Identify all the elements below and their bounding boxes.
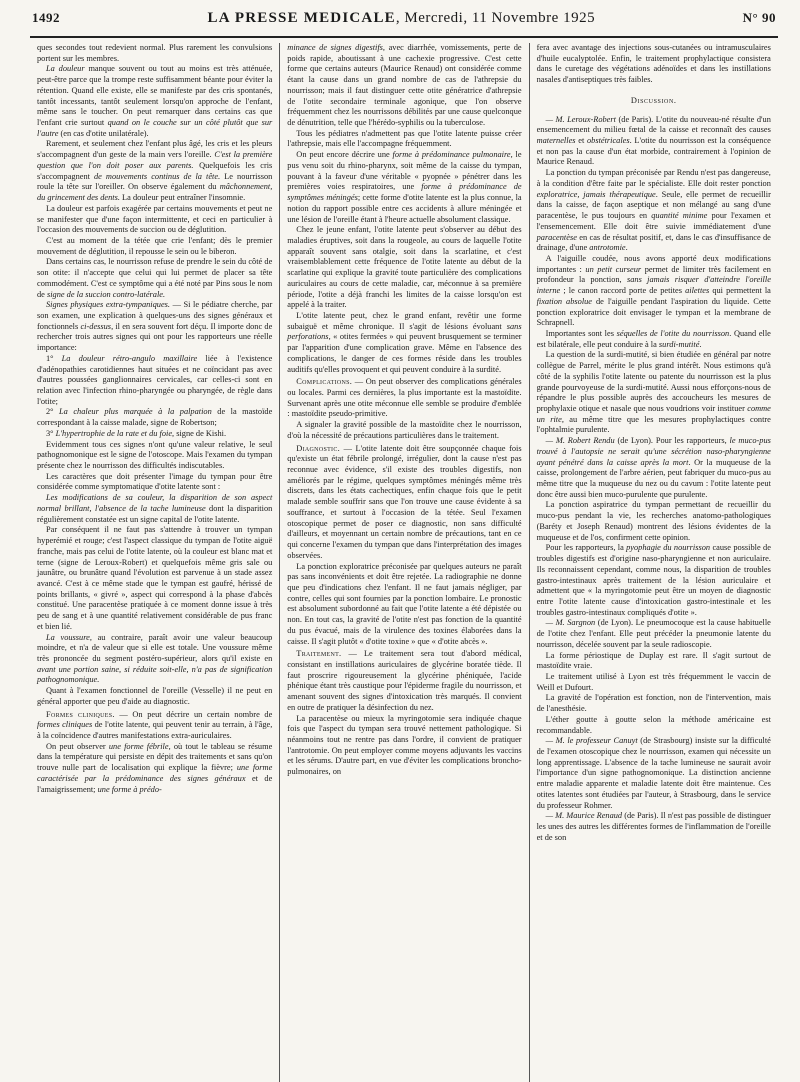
section-complications: Complications. — On peut observer des complications générales ou locales. Parmi ces dernières, la plus importante est la mastoïdite. Survenant après une otite méconnue elle semble se produire d'emblée : mastoïdite pseudo-primitive. <box>287 377 522 419</box>
paragraph: Les modifications de sa couleur, la disparition de son aspect normal brillant, l'absence de la tache lumineuse dont la disparition régulièrement constatée est un signe capital de l'otite latente. <box>37 493 273 524</box>
paragraph: La douleur manque souvent ou tout au moins est très atténuée, peut-être parce que la trompe reste suffisamment béante pour éviter la rétention. Quand elle existe, elle se manifeste par des cris spontanés, tantôt incessants, tantôt seulement lorsqu'on approche de l'enfant, même sans le toucher. On peut remarquer dans certains cas que l'enfant crie surtout quand on le couche sur un côté plutôt que sur l'autre (en cas d'otite unilatérale). <box>37 64 273 138</box>
paragraph: ques secondes tout redevient normal. Plus rarement les convulsions portent sur les membres. <box>37 43 273 63</box>
paragraph: Importantes sont les séquelles de l'otite du nourrisson. Quand elle est bilatérale, elle peut conduire à la surdi-mutité. <box>536 328 771 349</box>
paragraph: Evidemment tous ces signes n'ont qu'une valeur relative, le seul pathognomonique est le signe de l'otoscope. Mais l'examen du tympan présente chez le nourrisson des difficultés indiscutables. <box>37 439 273 471</box>
issue-number: N° 90 <box>742 10 776 25</box>
list-item: 3° L'hypertrophie de la rate et du foie, signe de Kishi. <box>46 428 227 438</box>
paragraph: Rarement, et seulement chez l'enfant plus âgé, les cris et les pleurs s'accompagnent d'un geste de la main vers l'oreille. C'est la première question que l'on doit poser aux parents. Quelquefois les cris s'accompagnent de mouvements continus de la tête. Le nourrisson roule la tête sur l'oreiller. On observe également du mâchonnement, du grincement des dents. La douleur peut entraîner l'insomnie. <box>37 139 273 203</box>
section-formes-cliniques: Formes cliniques. — On peut décrire un certain nombre de formes cliniques de l'otite latente, qui peuvent tenir au terrain, à l'âge, à la coïncidence d'autres manifestations extra-auriculaires. <box>37 709 273 740</box>
paragraph: Dans certains cas, le nourrisson refuse de prendre le sein du côté de son otite: il n'accepte que celui qui lui permet de placer sa tête commodément. C'est ce symptôme qui a été noté par Pins sous le nom de signe de la succion contro-latérale. <box>37 257 273 299</box>
paragraph: La question de la surdi-mutité, si bien étudiée en général par notre collègue de Parrel, mérite le plus grand intérêt. Nous estimons qu'à côté de la syphilis l'otite latente ou patente du nourrisson est la plus grande pourvoyeuse de la surdi-mutité. Aussi nous efforçons-nous de répandre le plus possible auprès des accoucheurs les mesures de prophylaxie otique et nasale que nous voudrions voir instituer comme un rite, au même titre que les mesures prophylactiques contre l'ophtalmie purulente. <box>536 350 771 435</box>
column-3 <box>529 43 778 1082</box>
section-traitement: Traitement. — Le traitement sera tout d'abord médical, consistant en instillations auriculaires de glycérine boratée tiède. Il faut proscrire rigoureusement la glycérine phéniquée, l'acide phénique étant très caustique pour l'épiderme fragile du nourrisson, et amenant souvent des signes d'intoxication très marqués. Il convient en outre de pratiquer la désinfection du nez. <box>287 649 522 712</box>
paragraph: La gravité de l'opération est fonction, non de l'intervention, mais de l'anesthésie. <box>536 693 771 714</box>
paragraph: La voussure, au contraire, paraît avoir une valeur beaucoup moindre, et n'a de valeur que si elle est totale. Une voussure même très prononcée du segment postéro-supérieur, alors qu'il existe en avant une portion saine, si réduite soit-elle, n'a pas de signification pathognomonique. <box>37 632 273 685</box>
paragraph: La forme périostique de Duplay est rare. Il s'agit surtout de mastoïdite vraie. <box>536 650 771 671</box>
paragraph: La douleur est parfois exagérée par certains mouvements et peut ne se manifester que d'une façon intermittente, et ceci en particulier à l'occasion des mouvements de succion ou de déglutition. <box>37 203 273 235</box>
paragraph: fera avec avantage des injections sous-cutanées ou intramusculaires d'huile eucalyptolée. Enfin, le traitement prophylactique consistera dans le curetage des végétations adénoïdes et dans les instillations nasales d'antiseptiques très faibles. <box>536 43 771 85</box>
paragraph: C'est au moment de la tétée que crie l'enfant; dès le premier mouvement de déglutition, il repousse le sein ou le biberon. <box>37 235 273 256</box>
list-item: 1° La douleur rétro-angulo maxillaire liée à l'existence d'adénopathies carotidiennes haut situées et ne coïncidant pas avec d'autres poussées ganglionnaires cervicales, car celles-ci sont en relation avec l'infection rhino-pharyngée ou pharyngée, de règle dans l'otite; <box>37 353 273 406</box>
paragraph: Les caractères que doit présenter l'image du tympan pour être considérée comme symptomatique d'otite latente sont : <box>37 471 273 492</box>
header-rule <box>30 36 778 38</box>
paragraph: L'otite latente peut, chez le grand enfant, revêtir une forme subaiguë et même chronique. Il s'agit de lésions évoluant sans perforations, « otites fermées » qui peuvent brusquement se terminer par l'apparition d'une complication grave. Même en l'absence des complications, le danger de ces formes réside dans les troubles auditifs qu'elles provoquent et qui peuvent conduire à la surdité. <box>287 310 522 374</box>
paragraph: Pour les rapporteurs, la pyophagie du nourrisson cause possible de troubles digestifs est d'origine naso-pharyngienne et non auriculaire. Ils reconnaissent cependant, comme nous, la disparition de troubles gastro-intestinaux après traitement de la lésion auriculaire et admettent que « la myringotomie peut être un moyen de diagnostic entre l'otite latente cause d'intoxication gastro-intestinale et les troubles gastro-intestinaux compliqués d'otite ». <box>536 543 771 617</box>
paragraph: On peut encore décrire une forme à prédominance pulmonaire, le pus venu soit du rhino-pharynx, soit même de la caisse du tympan, pouvant à la faveur d'une véritable « pyopnée » pénétrer dans les premières voies respiratoires, une forme à prédominance de symptômes méningés; cette forme d'otite latente est la plus connue, la notion du rapport possible entre ces accidents à allure méningée et une lésion de l'oreille étant à l'heure actuelle absolument classique. <box>287 150 522 224</box>
page-number: 1492 <box>32 10 60 25</box>
speaker-paragraph: — M. Leroux-Robert (de Paris). L'otite du nouveau-né résulte d'un ensemencement du milieu fœtal de la caisse et reconnaît des causes maternelles et obstétricales. L'otite du nourrisson est la conséquence et non pas la cause d'un état morbide, contrairement à l'opinion de Maurice Renaud. <box>536 114 771 167</box>
list-item: 2° La chaleur plus marquée à la palpation de la mastoïde correspondant à la caisse malade, signe de Robertson; <box>37 407 273 428</box>
paragraph: A signaler la gravité possible de la mastoïdite chez le nourrisson, d'où la nécessité de précautions particulières dans le traitement. <box>287 420 522 440</box>
paragraph: La paracentèse ou mieux la myringotomie sera indiquée chaque fois que l'aspect du tympan sera trouvé nettement pathologique. Si néanmoins tout ne rentre pas dans l'ordre, il convient de pratiquer l'antrotomie. On peut employer comme moyens adjuvants les vaccins et les sérums. D'autre part, en vue d'éviter les complications broncho-pulmonaires, on <box>287 713 522 777</box>
speaker-paragraph: — M. le professeur Canuyt (de Strasbourg) insiste sur la difficulté de l'examen otoscopique chez le nourrisson, examen qui nécessite un long apprentissage. L'absence de la tache lumineuse ne saurait avoir l'importance d'un signe pathognomonique. La distinction ancienne entre maladie apparente et maladie latente doit être maintenue. Ces otites latentes sont étudiées par l'auteur, à Strasbourg, dans le service du professeur Rohmer. <box>536 736 771 810</box>
column-1 <box>30 43 279 1082</box>
speaker-paragraph: — M. Maurice Renaud (de Paris). Il n'est pas possible de distinguer les unes des autres les différentes formes de l'inflammation de l'oreille et de son <box>536 811 771 842</box>
paragraph: La ponction exploratrice préconisée par quelques auteurs ne paraît pas sans inconvénients et doit être rejetée. La radiographie ne donne que peu d'indications chez l'enfant. Il ne faut jamais négliger, par contre, celles qui sont fournies par la ponction lombaire. Le pronostic est absolument subordonné au fait que l'otite latente a été dépistée ou non. En tout cas, la gravité de l'otite n'est pas fonction de la quantité du pus évacué, mais de la virulence des toxines élaborées dans la caisse. Il s'agit plutôt « d'otite toxine » que « d'otite abcès ». <box>287 561 522 646</box>
text-columns <box>30 43 778 1082</box>
paragraph: A l'aiguille coudée, nous avons apporté deux modifications importantes : un petit curseur permet de limiter très facilement en profondeur la ponction, sans jamais risquer d'atteindre l'oreille interne ; le canon raccord porte de petites ailettes qui permettent la fixation absolue de l'aiguille pendant l'aspiration du liquide. Cette ponction exploratrice doit envisager le tympan et la membrane de Schrapnell. <box>536 253 771 328</box>
section-diagnostic: Diagnostic. — L'otite latente doit être soupçonnée chaque fois qu'existe un état fébrile prolongé, irrégulier, dont la cause n'est pas reconnue avec évidence, s'il existe des troubles digestifs, non améliorés par le régime, quelques symptômes méningés même très discrets, dans les états cachectiques, enfin chaque fois que le petit malade semble souffrir sans que l'on trouve une cause évidente à sa souffrance, et surtout à l'occasion de la tétée. Seul l'examen otoscopique permet de poser ce diagnostic, non sans difficulté d'ailleurs, et moyennant un certain nombre de précautions, tant en ce qui concerne l'examen du tympan que dans l'interprétation des images observées. <box>287 443 522 560</box>
paragraph: Le traitement utilisé à Lyon est très fréquemment le vaccin de Weill et Dufourt. <box>536 671 771 692</box>
column-2 <box>279 43 528 1082</box>
speaker-paragraph: — M. Robert Rendu (de Lyon). Pour les rapporteurs, le muco-pus trouvé à l'autopsie ne serait qu'une sécrétion naso-pharyngienne ayant pénétré dans la caisse après la mort. Or la muqueuse de la caisse, prolongement de l'arbre aérien, peut fabriquer du muco-pus au même titre que la muqueuse du nez ou du cavum : l'otite latente peut donc être aussi bien muco-purulente que purulente. <box>536 436 771 499</box>
paragraph: Chez le jeune enfant, l'otite latente peut s'observer au début des maladies éruptives, soit dans la rougeole, au cours de laquelle l'otite apparaît souvent sans otalgie, soit dans la scarlatine, et c'est vraisemblablement cette fréquence de l'otite latente au début de la scarlatine qui explique la gravité toute particulière des complications auriculaires au cours de cette maladie, car, méconnue à sa première période, l'otite a déjà franchi les limites de la caisse lorsqu'on est appelé à la traiter. <box>287 225 522 310</box>
paragraph: Tous les pédiatres n'admettent pas que l'otite latente puisse créer l'athrepsie, mais elle l'accompagne fréquemment. <box>287 128 522 149</box>
paragraph: La ponction aspiratrice du tympan permettant de recueillir du muco-pus pendant la vie, les recherches anatomo-pathologiques (Baréty et Joseph Renaud) montrent des lésions évidentes de la muqueuse et de l'os, confirment cette opinion. <box>536 500 771 542</box>
issue-date: , Mercredi, 11 Novembre 1925 <box>395 10 596 26</box>
paragraph: Signes physiques extra-tympaniques. — Si le pédiatre cherche, par son examen, une explication à quelques-uns des signes généraux et fonctionnels ci-dessus, il en sera souvent fort déçu. Il importe donc de rechercher trois autres signes qui ont pour les rapporteurs une réelle importance: <box>37 300 273 353</box>
paragraph: minance de signes digestifs, avec diarrhée, vomissements, perte de poids rapide, aboutissant à une cachexie progressive. C'est cette forme que certains auteurs (Maurice Renaud) ont considérée comme étant la cause dans un grand nombre de cas de l'athrepsie du nourrisson; mais il faut distinguer cette otite génératrice d'athrepsie de l'otite secondaire terminale agonique, que l'on observe fréquemment chez les nourrissons débilités par une cause quelconque de dénutrition, telle que l'hérédo-syphilis ou la tuberculose. <box>287 43 522 128</box>
page-header <box>30 10 778 36</box>
running-title <box>208 10 596 27</box>
paragraph: Quant à l'examen fonctionnel de l'oreille (Vesselle) il ne peut en général apporter que peu d'aide au diagnostic. <box>37 686 273 706</box>
paragraph: L'éther goutte à goutte selon la méthode américaine est recommandable. <box>536 714 771 735</box>
discussion-heading: Discussion. <box>630 95 677 105</box>
speaker-paragraph: — M. Sargnon (de Lyon). Le pneumocoque est la cause habituelle de l'otite chez l'enfant. Elle peut précéder la pneumonie latente du nourrisson, décelée souvent par la seule radioscopie. <box>536 618 771 649</box>
paragraph: On peut observer une forme fébrile, où tout le tableau se résume dans la température qui persiste en dépit des traitements et sans qu'on trouve nulle part de localisation qui explique la fièvre; une forme caractérisée par la prédominance des signes généraux et de l'amaigrissement; une forme à prédo- <box>37 741 273 794</box>
paragraph: Par conséquent il ne faut pas s'attendre à trouver un tympan hyperémié et rouge; c'est l'aspect classique du tympan de l'otite aiguë franche, mais pas celui de l'otite latente, où la couleur est blanc mat et terne (signe de Leroux-Robert) et quelquefois même gris sale ou jaunâtre, ou brunâtre quand l'évolution est parvenue à un stade assez avancé. C'est à ce même stade que le tympan est gaufré, hérissé de points brillants, « givré », aspect qui correspond à la phase d'abcès constitué. Une paracentèse pratiquée à ce moment donne issue à très peu de sang et à une quantité relativement considérable de pus franc et bien lié. <box>37 525 273 631</box>
journal-name: LA PRESSE MEDICALE <box>207 10 396 26</box>
paragraph: La ponction du tympan préconisée par Rendu n'est pas dangereuse, à la condition d'être faite par le spécialiste. Elle doit rester ponction exploratrice, jamais thérapeutique. Seule, elle permet de recueillir dans la caisse, de façon aseptique et non mélangé au sang d'une paracentèse, le pus toujours en quantité minime pour l'examen et l'ensemencement. Elle doit être suivie immédiatement d'une paracentèse en cas de résultat positif, et, dans le cas d'insuffisance de drainage, d'une antrotomie. <box>536 168 771 253</box>
